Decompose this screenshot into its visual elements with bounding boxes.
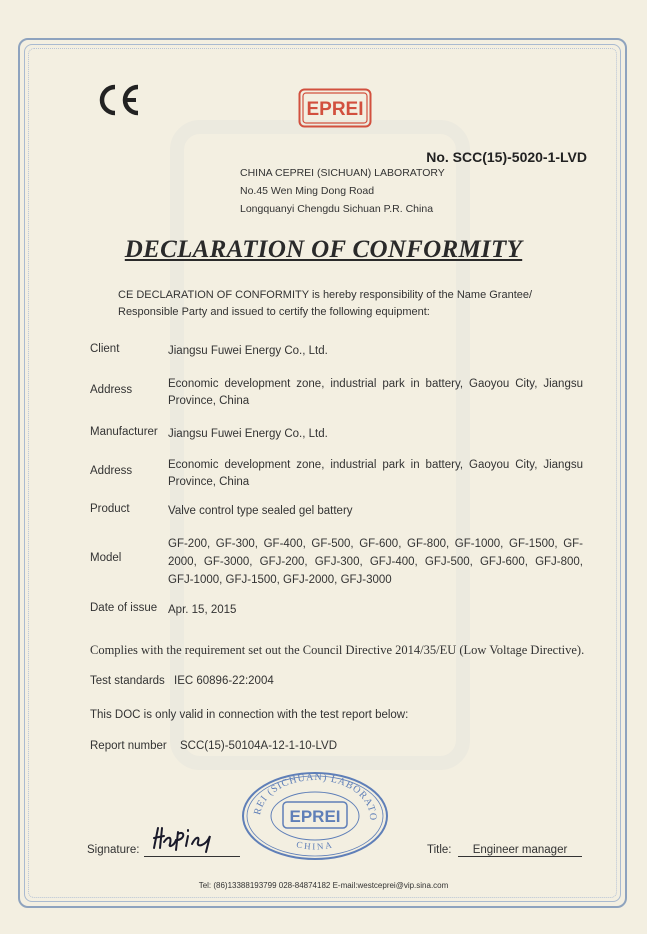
svg-text:CHINA: CHINA — [295, 839, 335, 852]
ce-mark-logo — [96, 82, 144, 123]
manufacturer-label: Manufacturer — [90, 426, 158, 438]
product-label: Product — [90, 503, 130, 515]
date-of-issue-value: Apr. 15, 2015 — [168, 604, 237, 616]
address-value-1: Economic development zone, industrial park in battery, Gaoyou City, Jiangsu Province, China — [168, 378, 583, 407]
address-label-1: Address — [90, 384, 133, 396]
manufacturer-value: Jiangsu Fuwei Energy Co., Ltd. — [168, 428, 328, 440]
client-label: Client — [90, 343, 120, 355]
intro-line-1: CE DECLARATION OF CONFORMITY is hereby responsibility of the Name Grantee/ — [118, 289, 533, 301]
signature-line — [144, 856, 240, 857]
address-label-2: Address — [90, 465, 133, 477]
laboratory-name: CHINA CEPREI (SICHUAN) LABORATORY — [240, 167, 445, 179]
date-of-issue-label: Date of issue — [90, 602, 158, 614]
footer-contact: Tel: (86)13388193799 028-84874182 E-mail:westceprei@vip.sina.com — [198, 881, 449, 890]
background-watermark — [170, 120, 470, 770]
intro-line-2: Responsible Party and issued to certify the following equipment: — [118, 306, 430, 318]
title-value: Engineer manager — [458, 844, 582, 857]
validity-statement: This DOC is only valid in connection with the test report below: — [90, 709, 409, 721]
model-label: Model — [90, 552, 122, 564]
eprei-logo — [298, 88, 372, 133]
product-value: Valve control type sealed gel battery — [168, 505, 353, 517]
model-value: GF-200, GF-300, GF-400, GF-500, GF-600, GF-800, GF-1000, GF-1500, GF-2000, GF-3000, GFJ-200, GFJ-300, GFJ-400, GFJ-500, GFJ-600, GFJ-800, GFJ-1000, GFJ-1500, GFJ-2000, GFJ-3000 — [168, 538, 583, 586]
certificate-number: No. SCC(15)-5020-1-LVD — [426, 149, 587, 165]
report-number-value: SCC(15)-50104A-12-1-10-LVD — [180, 740, 338, 752]
client-value: Jiangsu Fuwei Energy Co., Ltd. — [168, 345, 328, 357]
test-standards-value: IEC 60896-22:2004 — [174, 675, 274, 687]
laboratory-address-line1: No.45 Wen Ming Dong Road — [240, 185, 375, 197]
document-title: DECLARATION OF CONFORMITY — [124, 236, 523, 263]
laboratory-address-line2: Longquanyi Chengdu Sichuan P.R. China — [240, 203, 434, 215]
title-label: Title: — [427, 844, 452, 856]
handwritten-signature — [150, 822, 230, 859]
test-standards-label: Test standards — [90, 675, 165, 687]
svg-text:EPREI: EPREI — [306, 99, 364, 120]
address-value-2: Economic development zone, industrial park in battery, Gaoyou City, Jiangsu Province, China — [168, 459, 583, 488]
signature-label: Signature: — [87, 844, 140, 856]
laboratory-stamp — [240, 768, 390, 865]
compliance-statement: Complies with the requirement set out the Council Directive 2014/35/EU (Low Voltage Directive). — [90, 643, 585, 657]
svg-text:EPREI: EPREI — [289, 807, 341, 826]
intro-paragraph — [118, 287, 558, 321]
svg-text:CEPREI (SICHUAN) LABORATORY: REI (SICHUAN) LABORATO — [252, 771, 379, 822]
report-number-label: Report number — [90, 740, 167, 752]
